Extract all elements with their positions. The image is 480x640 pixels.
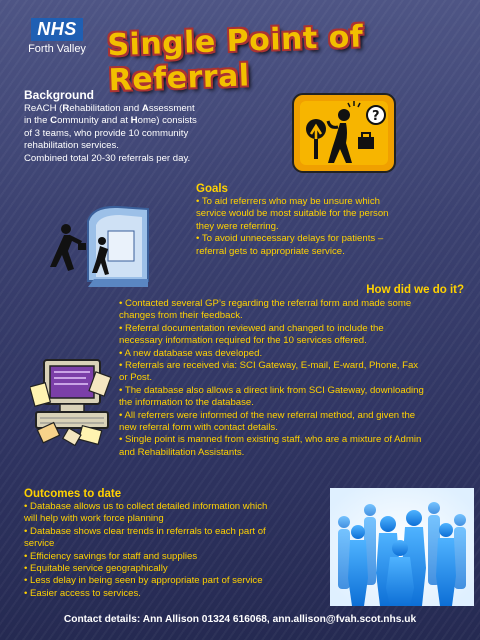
how-section: [119, 298, 469, 459]
how-line: • Single point is manned from existing staff, who are a mixture of Admin: [119, 434, 422, 446]
how-line: necessary information required for the 10 services offered.: [119, 335, 367, 347]
outcomes-line: • Less delay in being seen by appropriate part of service: [24, 575, 263, 587]
goals-heading: Goals: [196, 183, 228, 195]
how-line: or Post.: [119, 372, 153, 384]
outcomes-line: • Database allows us to collect detailed information which: [24, 501, 268, 512]
outcomes-line: service: [24, 538, 55, 550]
background-line: ReACH (Rehabilitation and Assessment: [24, 103, 195, 114]
how-line: changes from their feedback.: [119, 310, 243, 322]
svg-text:?: ?: [372, 109, 380, 124]
goals-line: • To avoid unnecessary delays for patients –: [196, 233, 384, 245]
outcomes-heading-wrap: [24, 488, 121, 500]
goals-line: they were referring.: [196, 220, 279, 232]
how-line: • All referrers were informed of the new referral method, and given the: [119, 409, 416, 421]
background-section: [24, 88, 254, 165]
background-line: Combined total 20-30 referrals per day.: [24, 152, 191, 164]
outcomes-line: • Efficiency savings for staff and supplies: [24, 550, 198, 562]
outcomes-line: • Equitable service geographically: [24, 563, 168, 575]
nhs-forth-valley-logo: [22, 18, 92, 55]
computer-papers-clipart-icon: [30, 354, 114, 446]
how-line: • Referrals are received via: SCI Gateway, E-mail, E-ward, Phone, Fax: [119, 360, 419, 372]
outcomes-section: [24, 501, 324, 600]
people-silhouettes-clipart-icon: [330, 488, 474, 606]
background-line: rehabilitation services.: [24, 140, 119, 152]
goals-line: service would be most suitable for the person: [196, 208, 389, 220]
how-line: the information to the database.: [119, 397, 254, 409]
decision-clipart-icon: [292, 93, 396, 173]
outcomes-heading: Outcomes to date: [24, 488, 122, 500]
outcomes-line: will help with work force planning: [24, 513, 164, 525]
outcomes-line: • Easier access to services.: [24, 587, 141, 599]
background-text: [24, 103, 254, 165]
running-businessman-clipart-icon: [48, 201, 158, 295]
how-heading-wrap: [300, 284, 464, 296]
how-line: • A new database was developed.: [119, 347, 263, 359]
poster-title: Single Point of Referral: [106, 19, 364, 99]
how-line: • The database also allows a direct link from SCI Gateway, downloading: [119, 384, 424, 396]
outcomes-line: • Database shows clear trends in referrals to each part of: [24, 525, 266, 537]
how-line: • Referral documentation reviewed and changed to include the: [119, 322, 384, 334]
goals-line: • To aid referrers who may be unsure which: [196, 196, 380, 207]
goals-line: referral gets to appropriate service.: [196, 245, 345, 257]
how-line: • Contacted several GP’s regarding the referral form and made some: [119, 298, 412, 309]
contact-details: Contact details: Ann Allison 01324 616068, ann.allison@fvah.scot.nhs.uk: [63, 614, 417, 625]
how-line: and Rehabilitation Assistants.: [119, 446, 245, 458]
background-line: in the Community and at Home) consists: [24, 115, 197, 127]
background-heading: Background: [24, 88, 95, 102]
nhs-logo-mark: NHS: [31, 18, 83, 41]
goals-section: [196, 183, 464, 258]
how-line: new referral form with contact details.: [119, 422, 278, 434]
nhs-logo-subtitle: Forth Valley: [28, 43, 86, 55]
background-line: of 3 teams, who provide 10 community: [24, 127, 189, 139]
how-heading: How did we do it?: [366, 284, 464, 296]
